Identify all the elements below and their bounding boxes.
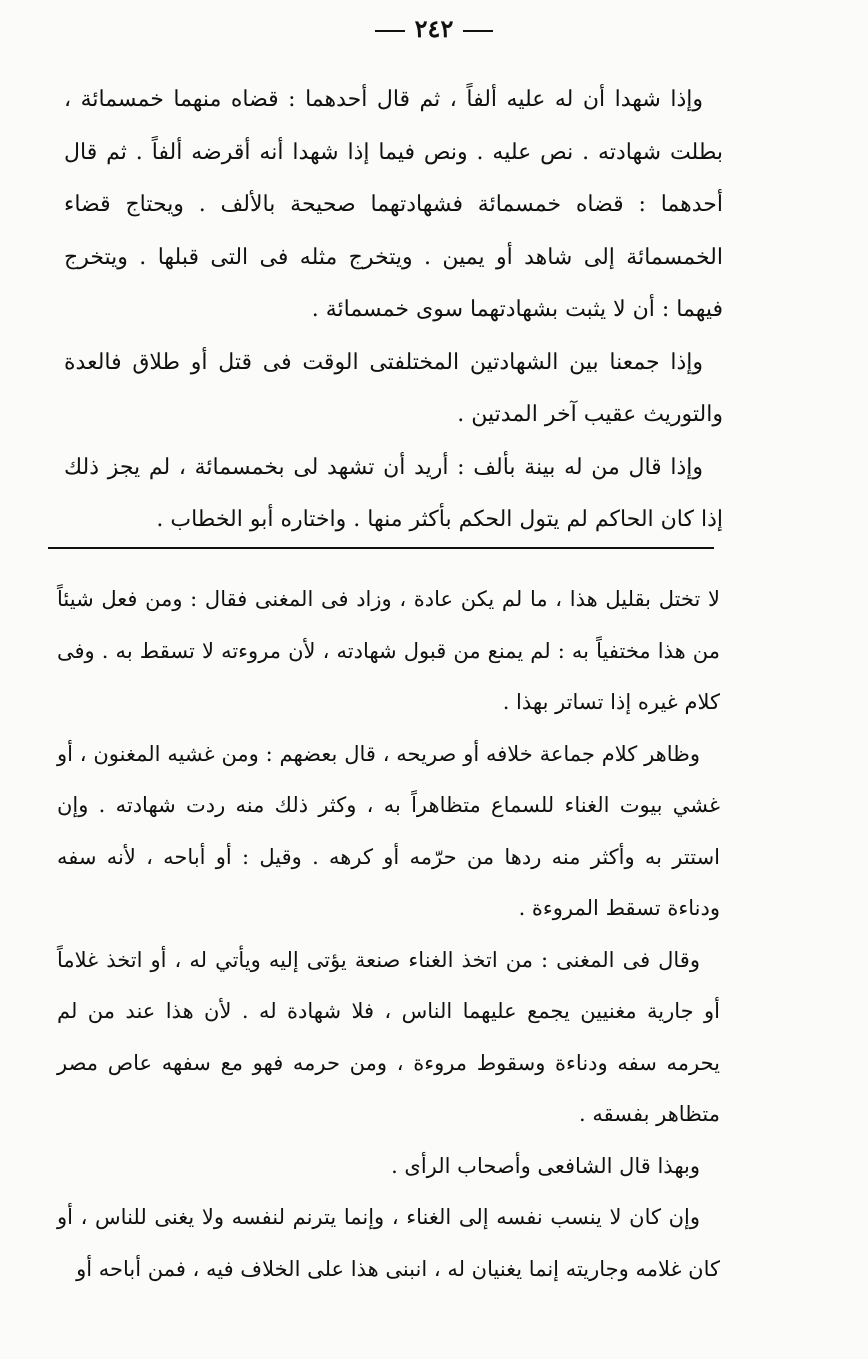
main-paragraph: وإذا جمعنا بين الشهادتين المختلفتى الوقت فى قتل أو طلاق فالعدة والتوريث عقيب آخر المدتين . [64,349,723,427]
page-number-dash-right [463,30,493,32]
page-number [0,14,868,43]
page-number-dash-left [375,30,405,32]
main-paragraph: وإذا قال من له بينة بألف : أريد أن تشهد لى بخمسمائة ، لم يجز ذلك إذا كان الحاكم لم يتول الحكم بأكثر منها . واختاره أبو الخطاب . [64,454,723,532]
footnote-paragraph: لا تختل بقليل هذا ، ما لم يكن عادة ، وزاد فى المغنى فقال : ومن فعل شيئاً من هذا مختفياً به : لم يمنع من قبول شهادته ، لأن مروءته لا تسقط به . وفى كلام غيره إذا تساتر بهذا . [57,587,720,714]
main-text [64,74,723,547]
main-paragraph: وإذا شهدا أن له عليه ألفاً ، ثم قال أحدهما : قضاه منهما خمسمائة ، بطلت شهادته . نص عليه . ونص فيما إذا شهدا أنه أقرضه ألفاً . ثم قال أحدهما : قضاه خمسمائة فشهادتهما صحيحة بالألف . ويحتاج قضاء الخمسمائة إلى شاهد أو يمين . ويتخرج مثله فى التى قبلها . ويتخرج فيهما : أن لا يثبت بشهادتهما سوى خمسمائة . [64,87,723,322]
footnote-paragraph: وإن كان لا ينسب نفسه إلى الغناء ، وإنما يترنم لنفسه ولا يغنى للناس ، أو كان غلامه وجاريته إنما يغنيان له ، انبنى هذا على الخلاف فيه ، فمن أباحه أو [57,1205,720,1281]
page-number-text: ٢٤٢ [414,14,454,43]
footnote-paragraph: وقال فى المغنى : من اتخذ الغناء صنعة يؤتى إليه ويأتي له ، أو اتخذ غلاماً أو جارية مغنيين يجمع عليهما الناس ، فلا شهادة له . لأن هذا عند من لم يحرمه سفه ودناءة وسقوط مروءة ، ومن حرمه فهو مع سفهه عاص مصر متظاهر بفسقه . [57,947,720,1126]
footnote-divider [48,547,714,549]
footnote-paragraph: وبهذا قال الشافعى وأصحاب الرأى . [391,1153,700,1178]
footnote-text [57,574,720,1295]
footnote-paragraph: وظاهر كلام جماعة خلافه أو صريحه ، قال بعضهم : ومن غشيه المغنون ، أو غشي بيوت الغناء للسماع متظاهراً به ، وكثر ذلك منه ردت شهادته . وإن استتر به وأكثر منه ردها من حرّمه أو كرهه . وقيل : أو أباحه ، لأنه سفه ودناءة تسقط المروءة . [57,741,720,920]
